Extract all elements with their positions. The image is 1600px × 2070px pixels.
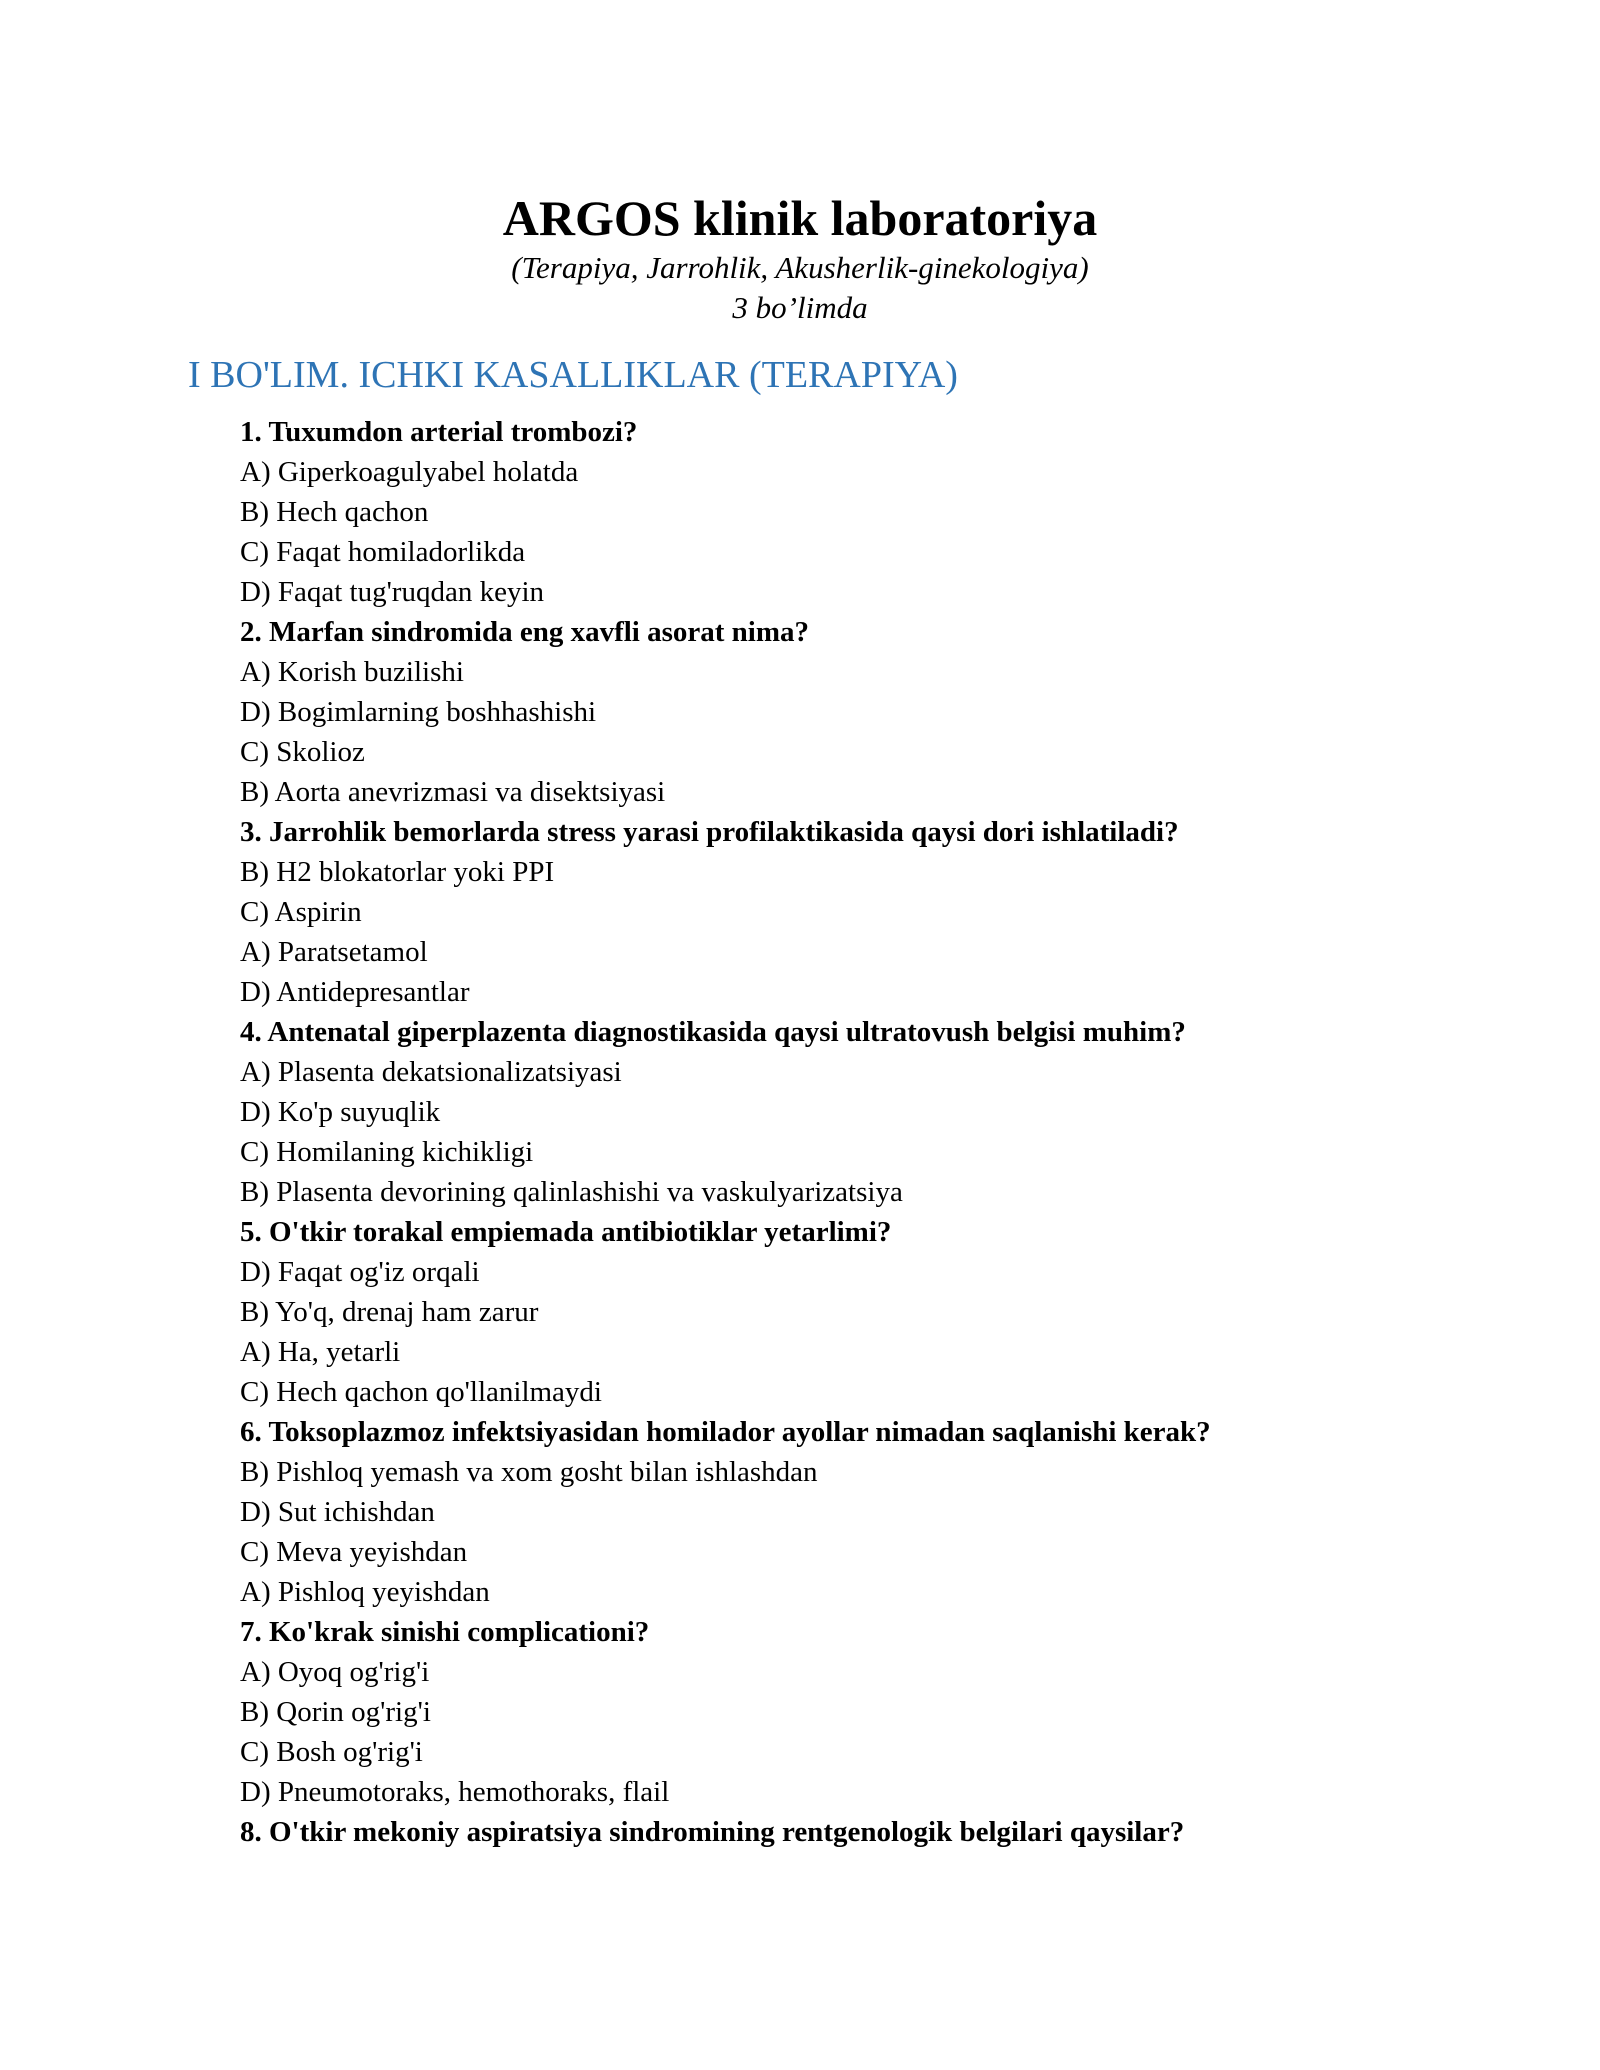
answer-option: D) Ko'p suyuqlik [240, 1096, 441, 1128]
answer-option: B) Yo'q, drenaj ham zarur [240, 1296, 539, 1328]
document-subtitle: (Terapiya, Jarrohlik, Akusherlik-ginekologiya) [511, 250, 1089, 285]
document-parts-note: 3 bo’limda [732, 290, 868, 325]
answer-option: A) Pishloq yeyishdan [240, 1576, 490, 1608]
answer-option: C) Skolioz [240, 736, 365, 768]
question-block [240, 1812, 1540, 1852]
answer-option: B) Pishloq yemash va xom gosht bilan ishlashdan [240, 1456, 818, 1488]
question-text: 5. O'tkir torakal empiemada antibiotiklar yetarlimi? [240, 1216, 892, 1248]
answer-option: D) Faqat og'iz orqali [240, 1256, 480, 1288]
answer-option: C) Aspirin [240, 896, 362, 928]
question-text: 4. Antenatal giperplazenta diagnostikasida qaysi ultratovush belgisi muhim? [240, 1016, 1186, 1048]
answer-option: D) Pneumotoraks, hemothoraks, flail [240, 1776, 670, 1808]
answer-option: D) Faqat tug'ruqdan keyin [240, 576, 545, 608]
answer-option: A) Paratsetamol [240, 936, 428, 968]
answer-option: B) Plasenta devorining qalinlashishi va vaskulyarizatsiya [240, 1176, 903, 1208]
question-block [240, 1012, 1540, 1212]
answer-option: C) Faqat homiladorlikda [240, 536, 526, 568]
answer-option: D) Bogimlarning boshhashishi [240, 696, 597, 728]
answer-option: C) Hech qachon qo'llanilmaydi [240, 1376, 602, 1408]
answer-option: A) Ha, yetarli [240, 1336, 401, 1368]
answer-option: B) H2 blokatorlar yoki PPI [240, 856, 555, 888]
question-block [240, 412, 1540, 612]
question-text: 6. Toksoplazmoz infektsiyasidan homilador ayollar nimadan saqlanishi kerak? [240, 1416, 1211, 1448]
question-text: 7. Ko'krak sinishi complicationi? [240, 1616, 650, 1648]
section-heading: I BO'LIM. ICHKI KASALLIKLAR (TERAPIYA) [188, 354, 958, 396]
answer-option: A) Oyoq og'rig'i [240, 1656, 430, 1688]
question-block [240, 1612, 1540, 1812]
answer-option: D) Sut ichishdan [240, 1496, 435, 1528]
answer-option: A) Giperkoagulyabel holatda [240, 456, 579, 488]
question-text: 1. Tuxumdon arterial trombozi? [240, 416, 638, 448]
answer-option: A) Korish buzilishi [240, 656, 464, 688]
document-title: ARGOS klinik laboratoriya [502, 190, 1098, 246]
question-block [240, 812, 1540, 1012]
answer-option: B) Hech qachon [240, 496, 429, 528]
question-block [240, 612, 1540, 812]
answer-option: B) Aorta anevrizmasi va disektsiyasi [240, 776, 666, 808]
question-text: 2. Marfan sindromida eng xavfli asorat nima? [240, 616, 809, 648]
question-text: 8. O'tkir mekoniy aspiratsiya sindromining rentgenologik belgilari qaysilar? [240, 1816, 1185, 1848]
question-list [240, 412, 1540, 1852]
question-block [240, 1412, 1540, 1612]
answer-option: B) Qorin og'rig'i [240, 1696, 431, 1728]
answer-option: C) Bosh og'rig'i [240, 1736, 423, 1768]
answer-option: C) Meva yeyishdan [240, 1536, 468, 1568]
answer-option: A) Plasenta dekatsionalizatsiyasi [240, 1056, 622, 1088]
answer-option: C) Homilaning kichikligi [240, 1136, 534, 1168]
question-text: 3. Jarrohlik bemorlarda stress yarasi profilaktikasida qaysi dori ishlatiladi? [240, 816, 1179, 848]
question-block [240, 1212, 1540, 1412]
answer-option: D) Antidepresantlar [240, 976, 470, 1008]
